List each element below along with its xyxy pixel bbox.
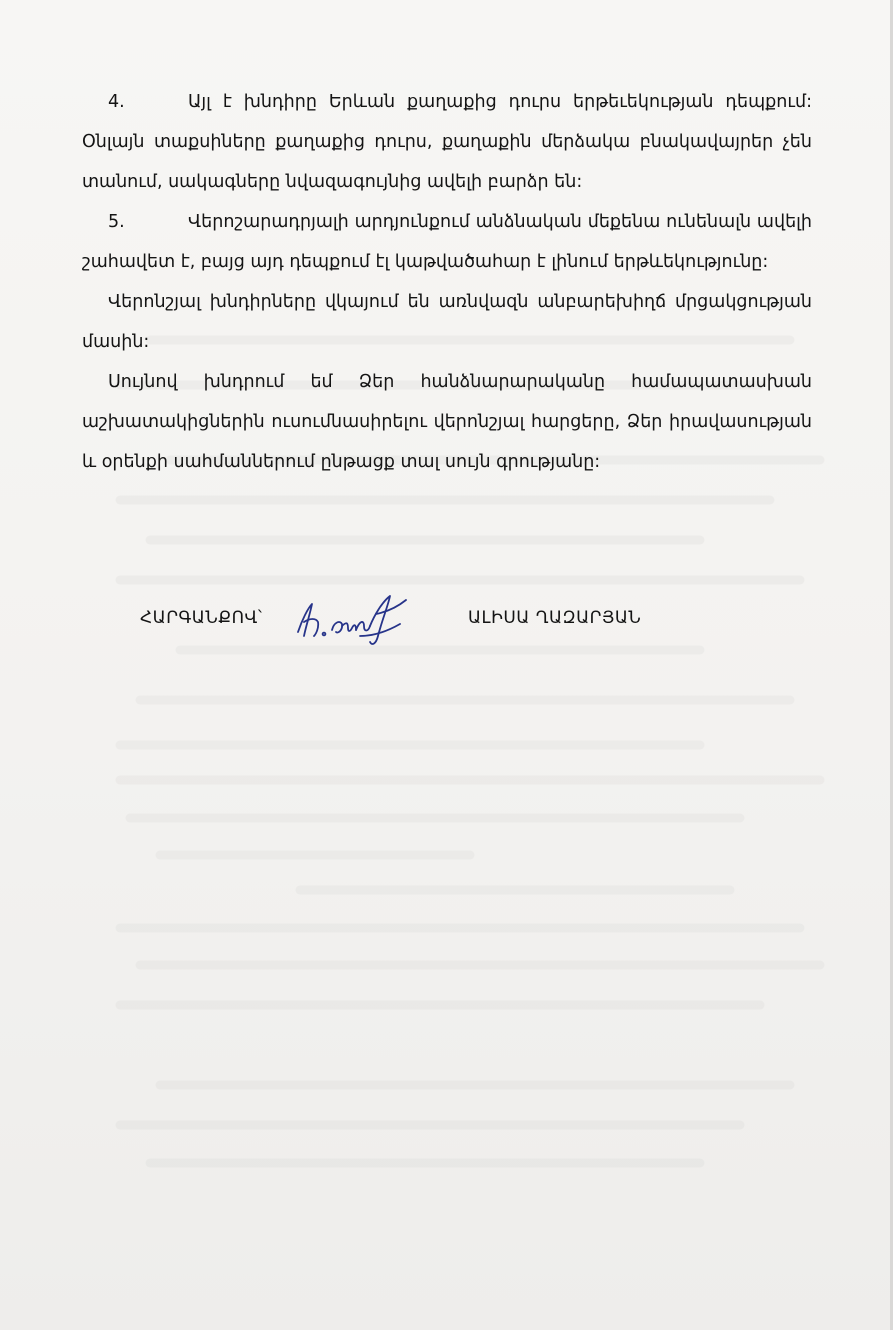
signatory-name: ԱԼԻՍԱ ՂԱԶԱՐՅԱՆ: [468, 608, 642, 628]
paragraph-request: [82, 362, 812, 482]
paragraph-text: Վերոշարադրյալի արդյունքում անձնական մեքենա ունենալն ավելի շահավետ է, բայց այդ դեպքում էլ կաթվածահար է լինում երթևեկությունը:: [82, 212, 812, 272]
paragraph-conclusion: [82, 282, 812, 362]
document-body: [82, 82, 812, 482]
paragraph-number: 4.: [108, 92, 125, 112]
paragraph-text: Վերոնշյալ խնդիրները վկայում են առնվազն անբարեխիղճ մրցակցության մասին:: [82, 292, 812, 352]
paragraph-4: [82, 82, 812, 202]
handwritten-signature: [290, 592, 418, 648]
closing-label: ՀԱՐԳԱՆՔՈՎ՝: [140, 608, 263, 628]
paragraph-number: 5.: [108, 212, 125, 232]
paragraph-text: Այլ է խնդիրը Երևան քաղաքից դուրս երթեւեկության դեպքում: Օնլայն տաքսիները քաղաքից դուրս, քաղաքին մերձակա բնակավայրեր չեն տանում, սակագները նվազագույնից ավելի բարձր են:: [82, 92, 812, 192]
paragraph-text: Սույնով խնդրում եմ Ձեր հանձնարարականը համապատասխան աշխատակիցներին ուսումնասիրելու վերոնշյալ հարցերը, Ձեր իրավասության և օրենքի սահմաններում ընթացք տալ սույն գրությանը:: [82, 372, 812, 472]
paragraph-5: [82, 202, 812, 282]
signature-block: [0, 598, 893, 646]
